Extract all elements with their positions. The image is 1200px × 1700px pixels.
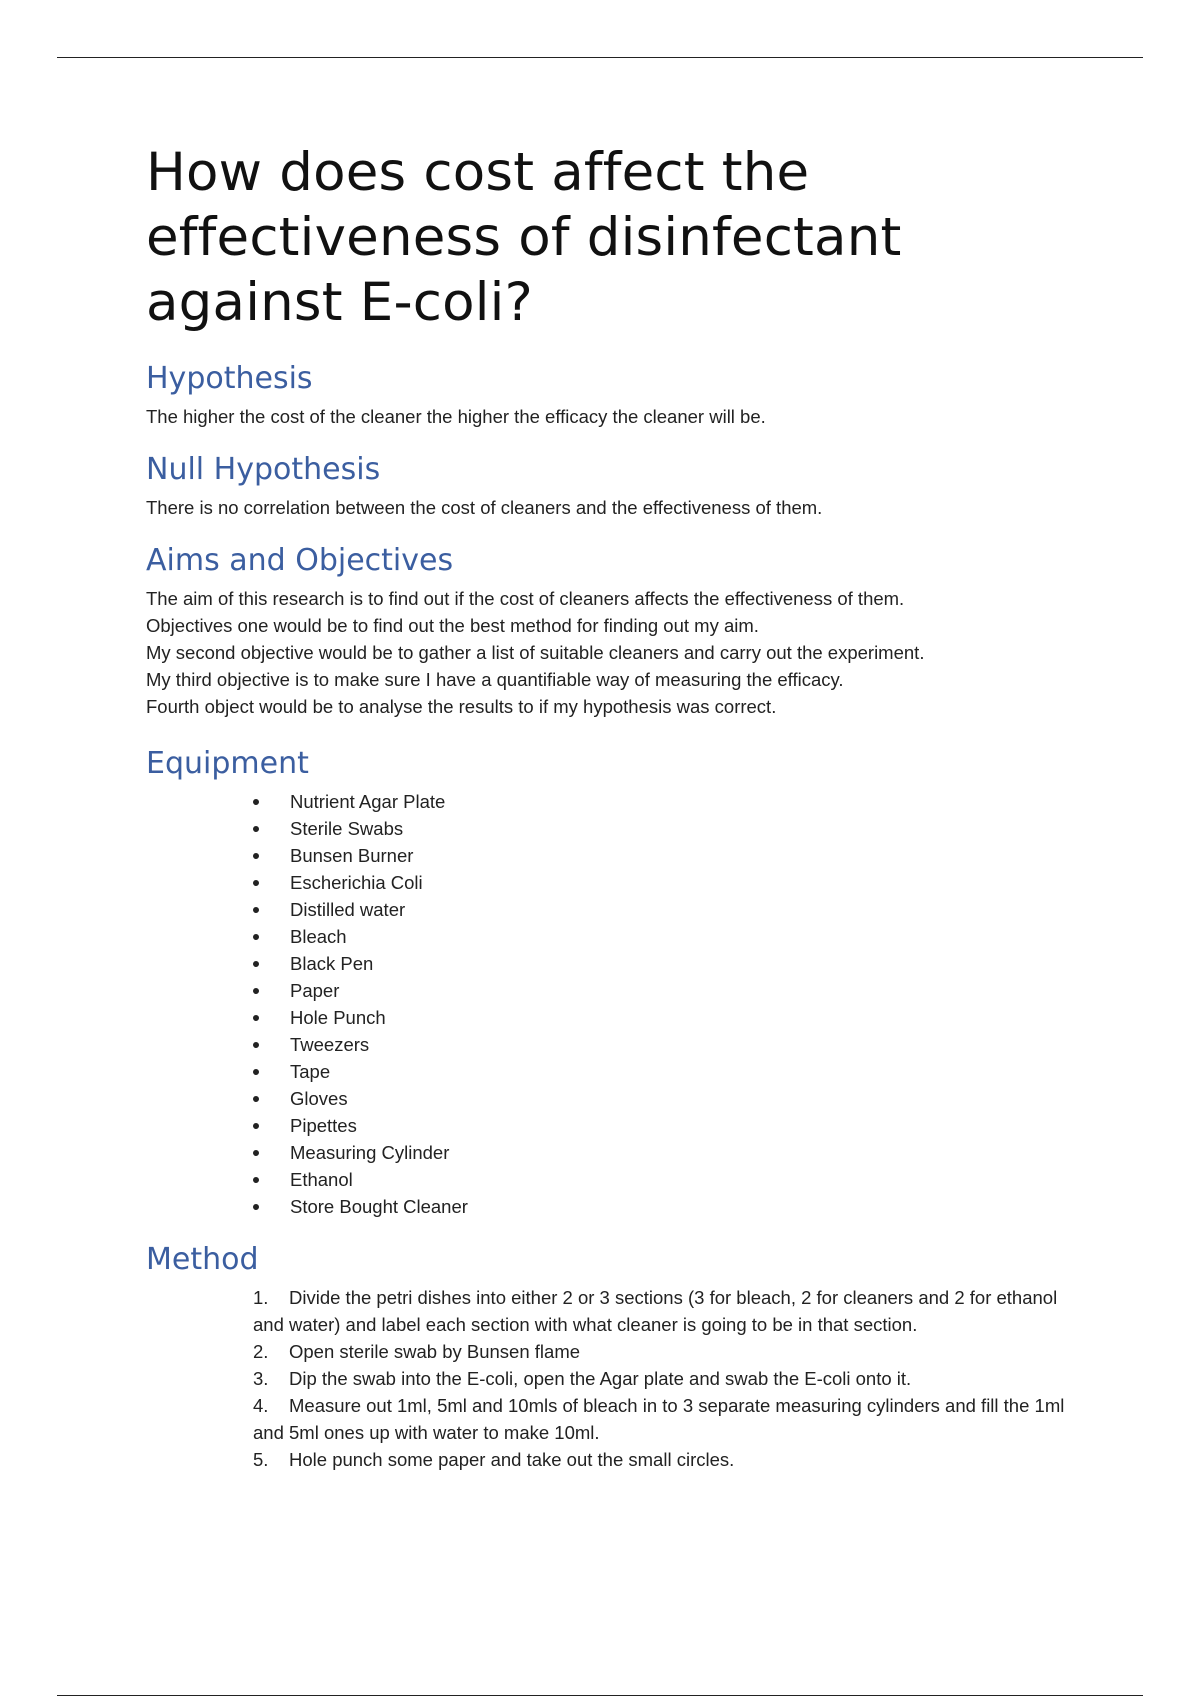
method-step xyxy=(253,1392,1066,1446)
equipment-list xyxy=(146,788,1066,1220)
null-hypothesis-heading: Null Hypothesis xyxy=(146,452,381,487)
aim-line: The aim of this research is to find out if the cost of cleaners affects the effectiveness of them. xyxy=(146,588,905,609)
list-item xyxy=(253,977,1066,1004)
method-heading: Method xyxy=(146,1242,259,1277)
list-item xyxy=(253,1139,1066,1166)
bullet-icon xyxy=(253,853,259,859)
null-hypothesis-section xyxy=(146,452,1066,521)
equipment-item-label: Measuring Cylinder xyxy=(290,1142,450,1163)
objective-line: Objectives one would be to find out the best method for finding out my aim. xyxy=(146,615,759,636)
equipment-item-label: Store Bought Cleaner xyxy=(290,1196,468,1217)
equipment-item-label: Sterile Swabs xyxy=(290,818,404,839)
bullet-icon xyxy=(253,1177,259,1183)
step-number: 5. xyxy=(253,1449,269,1470)
bullet-icon xyxy=(253,880,259,886)
bullet-icon xyxy=(253,988,259,994)
equipment-item-label: Paper xyxy=(290,980,340,1001)
equipment-item-label: Bunsen Burner xyxy=(290,845,414,866)
equipment-heading: Equipment xyxy=(146,746,309,781)
hypothesis-text: The higher the cost of the cleaner the higher the efficacy the cleaner will be. xyxy=(146,406,766,427)
step-number: 3. xyxy=(253,1368,269,1389)
list-item xyxy=(253,1112,1066,1139)
step-text: Divide the petri dishes into either 2 or 3 sections (3 for bleach, 2 for cleaners and 2 for ethanol and water) and label each section with what cleaner is going to be in that section. xyxy=(253,1287,1058,1335)
bullet-icon xyxy=(253,1150,259,1156)
method-step xyxy=(253,1365,1066,1392)
bullet-icon xyxy=(253,1123,259,1129)
equipment-item-label: Tweezers xyxy=(290,1034,370,1055)
document-body xyxy=(146,140,1066,1495)
aims-section xyxy=(146,543,1066,720)
list-item xyxy=(253,1004,1066,1031)
bullet-icon xyxy=(253,1204,259,1210)
list-item xyxy=(253,950,1066,977)
null-hypothesis-text: There is no correlation between the cost of cleaners and the effectiveness of them. xyxy=(146,497,823,518)
method-steps xyxy=(146,1284,1066,1473)
bottom-rule xyxy=(57,1695,1143,1696)
equipment-item-label: Distilled water xyxy=(290,899,406,920)
equipment-item-label: Ethanol xyxy=(290,1169,353,1190)
method-step xyxy=(253,1446,1066,1473)
objective-line: My third objective is to make sure I have a quantifiable way of measuring the efficacy. xyxy=(146,669,844,690)
objective-line: My second objective would be to gather a list of suitable cleaners and carry out the experiment. xyxy=(146,642,925,663)
step-number: 2. xyxy=(253,1341,269,1362)
equipment-section xyxy=(146,746,1066,1220)
step-text: Dip the swab into the E-coli, open the Agar plate and swab the E-coli onto it. xyxy=(289,1368,912,1389)
list-item xyxy=(253,896,1066,923)
list-item xyxy=(253,1085,1066,1112)
list-item xyxy=(253,869,1066,896)
document-title: How does cost affect the effectiveness of disinfectant against E-coli? xyxy=(146,142,902,333)
bullet-icon xyxy=(253,799,259,805)
equipment-item-label: Gloves xyxy=(290,1088,348,1109)
list-item xyxy=(253,1031,1066,1058)
bullet-icon xyxy=(253,1042,259,1048)
bullet-icon xyxy=(253,907,259,913)
equipment-item-label: Tape xyxy=(290,1061,331,1082)
list-item xyxy=(253,923,1066,950)
bullet-icon xyxy=(253,1015,259,1021)
step-text: Measure out 1ml, 5ml and 10mls of bleach in to 3 separate measuring cylinders and fill the 1ml and 5ml ones up with water to make 10ml. xyxy=(253,1395,1065,1443)
objective-line: Fourth object would be to analyse the results to if my hypothesis was correct. xyxy=(146,696,777,717)
hypothesis-heading: Hypothesis xyxy=(146,361,313,396)
list-item xyxy=(253,815,1066,842)
step-text: Hole punch some paper and take out the small circles. xyxy=(289,1449,735,1470)
step-text: Open sterile swab by Bunsen flame xyxy=(289,1341,581,1362)
bullet-icon xyxy=(253,826,259,832)
method-section xyxy=(146,1242,1066,1473)
list-item xyxy=(253,842,1066,869)
method-step xyxy=(253,1284,1066,1338)
equipment-item-label: Pipettes xyxy=(290,1115,357,1136)
list-item xyxy=(253,788,1066,815)
bullet-icon xyxy=(253,1096,259,1102)
bullet-icon xyxy=(253,934,259,940)
top-rule xyxy=(57,57,1143,58)
equipment-item-label: Hole Punch xyxy=(290,1007,386,1028)
list-item xyxy=(253,1166,1066,1193)
step-number: 4. xyxy=(253,1395,269,1416)
aims-heading: Aims and Objectives xyxy=(146,543,454,578)
hypothesis-section xyxy=(146,361,1066,430)
bullet-icon xyxy=(253,961,259,967)
step-number: 1. xyxy=(253,1287,269,1308)
equipment-item-label: Escherichia Coli xyxy=(290,872,423,893)
equipment-item-label: Black Pen xyxy=(290,953,374,974)
list-item xyxy=(253,1193,1066,1220)
list-item xyxy=(253,1058,1066,1085)
method-step xyxy=(253,1338,1066,1365)
equipment-item-label: Bleach xyxy=(290,926,347,947)
equipment-item-label: Nutrient Agar Plate xyxy=(290,791,446,812)
bullet-icon xyxy=(253,1069,259,1075)
